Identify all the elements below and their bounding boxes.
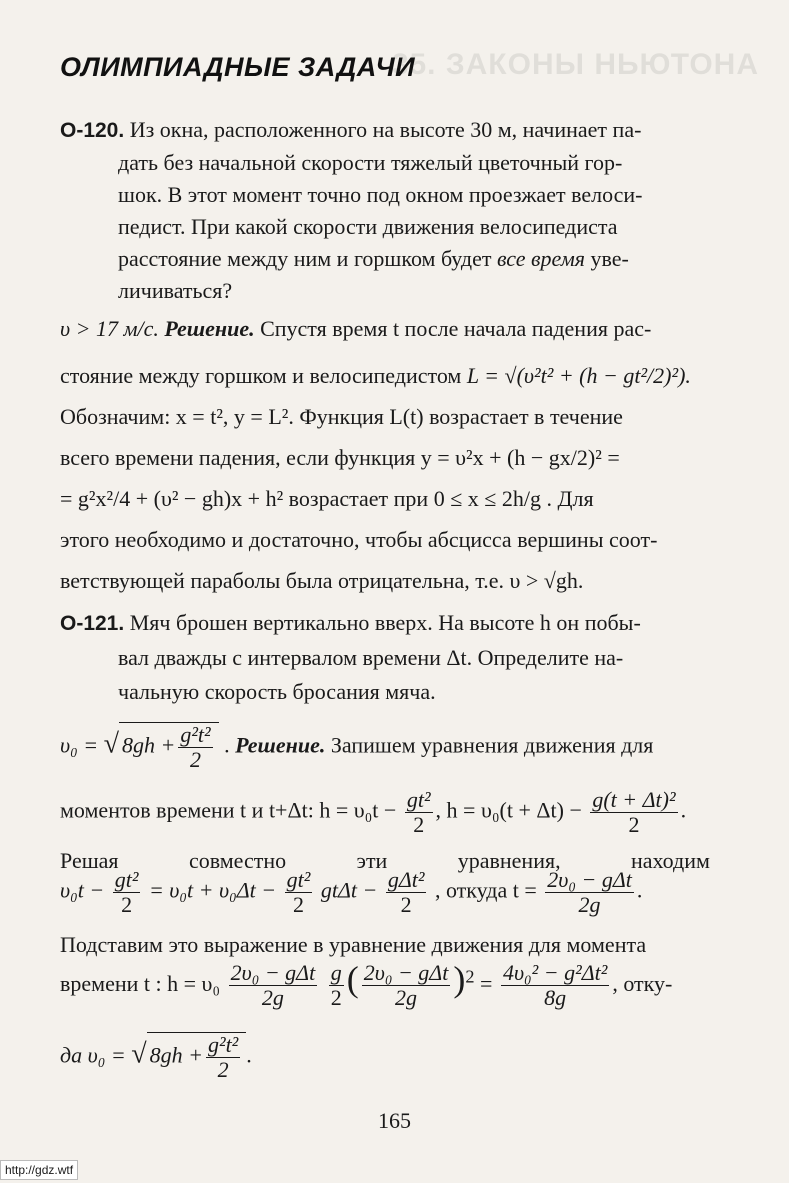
problem-120-line-6: личиваться?: [118, 278, 233, 303]
solution-120-line-4: всего времени падения, если функция y = υ²x + (h − gx/2)² =: [60, 445, 620, 470]
solution-120-line-6: этого необходимо и достаточно, чтобы абсцисса вершины соот-: [60, 527, 658, 552]
solution-120-line-7: ветствующей параболы была отрицательна, т.е. υ > √gh.: [60, 568, 584, 593]
problem-120-line-4: педист. При какой скорости движения велосипедиста: [118, 214, 618, 239]
watermark-link[interactable]: http://gdz.wtf: [0, 1160, 78, 1180]
time-equation-line: времени t : h = υ₀ 2υ₀ − gΔt 2g $\frac{g}{2}$ ( 2υ₀ − gΔt 2g )$^2$ = $\frac{\text{4υ₀² − g²Δt²}}{8g}$ , отку-: [60, 959, 673, 1011]
section-heading: ОЛИМПИАДНЫЕ ЗАДАЧИ: [60, 52, 415, 82]
problem-120: [60, 114, 710, 307]
page-number: 165: [378, 1108, 411, 1133]
fraction: $\frac{\text{g²t²}}{2}$: [180, 722, 211, 772]
bleed-through-heading: 35. ЗАКОНЫ НЬЮТОНА: [391, 48, 759, 81]
problem-number: О-120.: [60, 119, 125, 142]
problem-121-line-1: О-121. Мяч брошен вертикально вверх. На высоте h он побы-: [60, 610, 641, 635]
equation-line: υ₀t − $\frac{\text{gt²}}{2}$ = υ₀t + υ₀Δt − $\frac{\text{gt²}}{2}$ gtΔt − gΔt² 2 , откуда t = 2υ₀ − gΔt 2g .: [60, 867, 643, 917]
solution-120: [60, 308, 710, 601]
solution-label: Решение.: [164, 316, 255, 341]
solution-120-line-2: стояние между горшком и велосипедистом L = √(υ²t² + (h − gt²/2)²).: [60, 363, 691, 388]
problem-120-line-1: О-120. Из окна, расположенного на высоте 30 м, начинает па-: [60, 117, 642, 142]
problem-number: О-121.: [60, 612, 125, 635]
substitute-line: Подставим это выражение в уравнение движения для момента: [60, 932, 647, 957]
solution-120-line-5: = g²x²/4 + (υ² − gh)x + h² возрастает при 0 ≤ x ≤ 2h/g . Для: [60, 486, 594, 511]
moments-line: моментов времени t и t+Δt: h = υ₀t − $\frac{\text{gt²}}{2}$ , h = υ₀(t + Δt) − $\frac{\text{g(t + Δt)²}}{2}$ .: [60, 787, 687, 837]
solution-120-line-1: υ > 17 м/с. Решение. Спустя время t после начала падения рас-: [60, 316, 652, 341]
problem-120-line-5: расстояние между ним и горшком будет все время уве-: [118, 246, 629, 271]
radical-sign: √: [131, 1038, 147, 1070]
problem-121-line-2: вал дважды с интервалом времени Δt. Определите на-: [118, 645, 624, 670]
problem-121-line-3: чальную скорость бросания мяча.: [118, 679, 436, 704]
radical-sign: √: [103, 728, 119, 760]
solution-120-line-3: Обозначим: x = t², y = L². Функция L(t) возрастает в течение: [60, 404, 623, 429]
problem-121: [60, 606, 710, 709]
solving-line: Решая совместно эти уравнения, находим: [60, 848, 710, 873]
solution-label: Решение.: [235, 732, 326, 758]
final-answer-line: да υ₀ = √ 8gh + $\frac{\text{g²t²}}{2}$ .: [60, 1032, 252, 1082]
problem-120-line-2: дать без начальной скорости тяжелый цветочный гор-: [118, 150, 623, 175]
problem-120-line-3: шок. В этот момент точно под окном проезжает велоси-: [118, 182, 643, 207]
distance-formula: L = √(υ²t² + (h − gt²/2)²).: [466, 363, 691, 388]
answer-121-line: υ₀ = √ 8gh + $\frac{\text{g²t²}}{2}$ . Решение. Запишем уравнения движения для: [60, 722, 654, 772]
